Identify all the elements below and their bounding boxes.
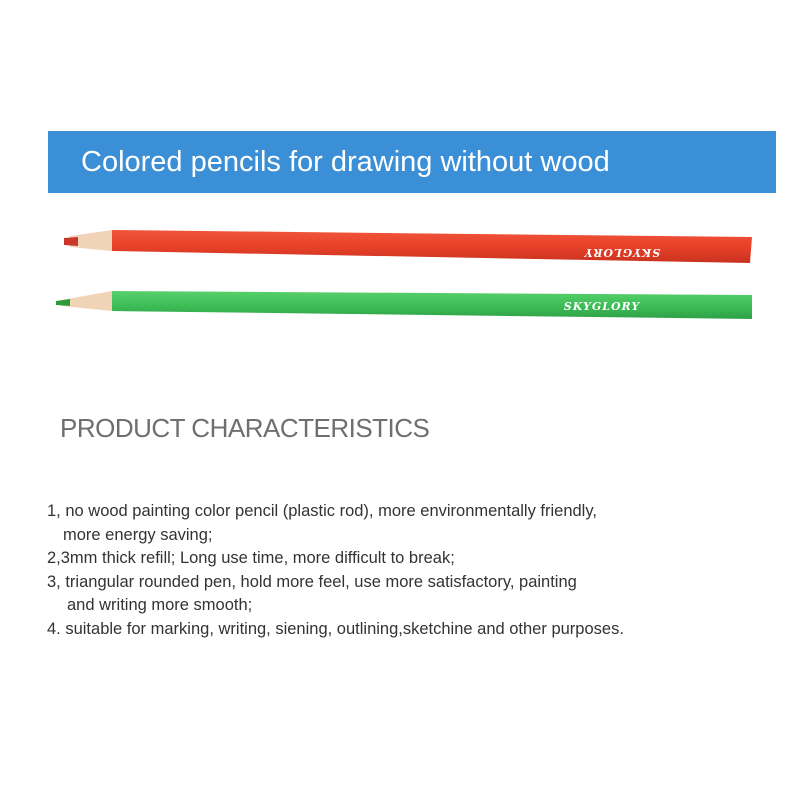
feature-item-continuation: more energy saving; [63, 525, 213, 544]
red-pencil-core [64, 237, 78, 246]
feature-item: 4. suitable for marking, writing, siening, outlining,sketchine and other purposes. [47, 619, 624, 638]
green-pencil-core [56, 299, 70, 306]
green-pencil [56, 291, 752, 319]
feature-item: 1, no wood painting color pencil (plastic rod), more environmentally friendly, [47, 502, 597, 520]
feature-item-continuation: and writing more smooth; [67, 596, 253, 614]
red-pencil [64, 230, 752, 263]
feature-list [47, 500, 624, 641]
pencils-image [0, 215, 800, 335]
green-pencil-body [112, 291, 752, 319]
banner-title: Colored pencils for drawing without wood [81, 146, 610, 178]
product-characteristics-heading: PRODUCT CHARACTERISTICS [60, 413, 430, 443]
red-pencil-brand: SKYGLORY [583, 246, 661, 259]
feature-item: 2,3mm thick refill; Long use time, more difficult to break; [47, 549, 455, 567]
feature-item: 3, triangular rounded pen, hold more feel, use more satisfactory, painting [47, 572, 577, 591]
green-pencil-brand: SKYGLORY [563, 300, 641, 313]
title-banner [48, 131, 776, 193]
